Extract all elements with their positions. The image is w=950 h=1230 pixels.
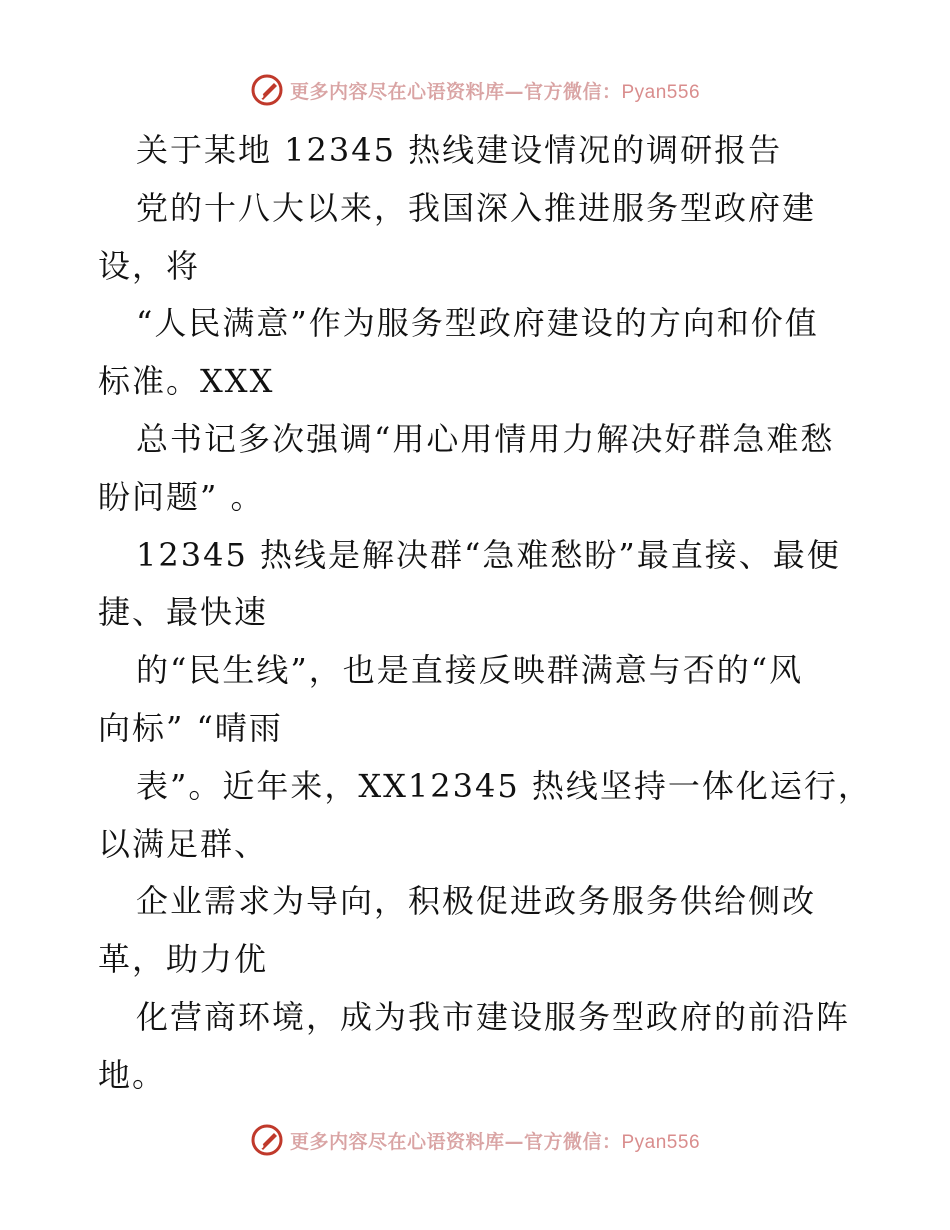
paragraph-line: 盼问题” 。 (98, 477, 265, 516)
watermark-logo-icon (250, 1123, 284, 1157)
paragraph-line: “人民满意”作为服务型政府建设的方向和价值 (136, 304, 819, 343)
watermark-label: 更多内容尽在心语资料库—官方微信： (289, 80, 622, 103)
watermark-id: Pyan556 (621, 1131, 701, 1153)
paragraph-line: 的“民生线”，也是直接反映群满意与否的“风 (136, 651, 804, 690)
paragraph-line: 12345 热线是解决群“急难愁盼”最直接、最便 (136, 535, 841, 574)
paragraph-line: 总书记多次强调“用心用情用力解决好群急难愁 (136, 419, 835, 458)
paragraph-line: 表”。近年来，XX12345 热线坚持一体化运行， (136, 766, 872, 805)
footer-watermark (0, 1120, 950, 1160)
watermark-text (290, 77, 700, 104)
watermark-label: 更多内容尽在心语资料库—官方微信： (289, 1130, 622, 1153)
paragraph-line: 向标” “晴雨 (98, 708, 283, 747)
header-watermark (0, 70, 950, 110)
paragraph-line: 设，将 (98, 246, 201, 285)
watermark-id: Pyan556 (621, 81, 701, 103)
paragraph-line: 化营商环境，成为我市建设服务型政府的前沿阵 (136, 997, 851, 1036)
watermark-text (290, 1127, 700, 1154)
paragraph-line: 以满足群、 (98, 824, 269, 863)
paragraph-line: 革，助力优 (98, 940, 269, 979)
paragraph-line: 标准。XXX (98, 362, 275, 401)
document-body (98, 122, 872, 1105)
document-title: 关于某地 12345 热线建设情况的调研报告 (136, 131, 783, 169)
paragraph-line: 党的十八大以来，我国深入推进服务型政府建 (136, 188, 817, 227)
watermark-logo-icon (250, 73, 284, 107)
paragraph-line: 捷、最快速 (98, 593, 269, 632)
paragraph-line: 企业需求为导向，积极促进政务服务供给侧改 (136, 882, 817, 921)
paragraph-line: 地。 (98, 1055, 167, 1094)
